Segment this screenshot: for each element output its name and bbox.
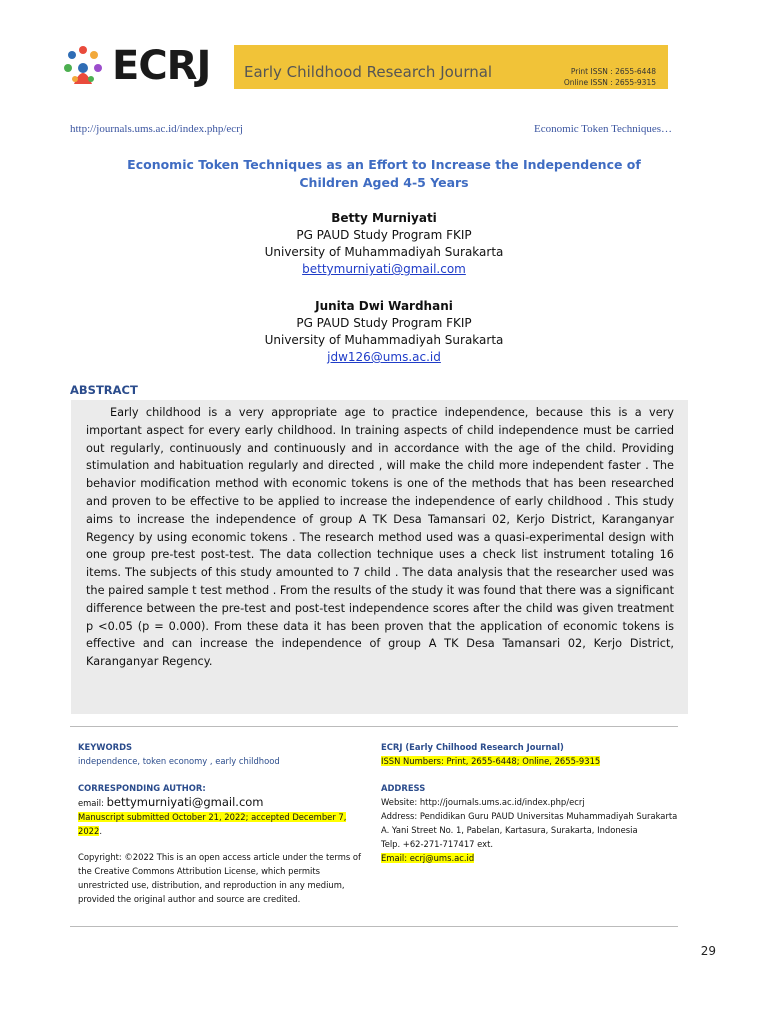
article-title [100,156,668,192]
manuscript-dates-period: . [99,826,102,836]
corresponding-email-line [78,795,370,810]
article-info-right-column [381,740,681,865]
journal-email[interactable]: Email: ecrj@ums.ac.id [381,853,475,863]
running-head-title: Economic Token Techniques… [534,123,672,135]
journal-logo-icon [60,44,106,90]
author-email-link[interactable]: jdw126@ums.ac.id [327,350,441,364]
abstract-heading: ABSTRACT [70,383,138,397]
issn-numbers: ISSN Numbers: Print, 2655-6448; Online, 2655-9315 [381,756,601,766]
corresponding-email[interactable]: bettymurniyati@gmail.com [106,795,264,809]
article-info-left-column [78,740,370,906]
journal-info-heading: ECRJ (Early Chilhood Research Journal) [381,742,564,752]
author-program: PG PAUD Study Program FKIP [296,316,472,330]
issn-block [564,66,656,88]
journal-telephone: Telp. +62-271-717417 ext. [381,839,494,849]
journal-address-line-2: A. Yani Street No. 1, Pabelan, Kartasura, Surakarta, Indonesia [381,825,638,835]
address-heading: ADDRESS [381,783,426,793]
author-name: Junita Dwi Wardhani [315,299,453,313]
manuscript-dates [78,810,370,838]
journal-logo-text: ECRJ [112,43,211,89]
page-number: 29 [700,944,716,958]
manuscript-dates-text: Manuscript submitted October 21, 2022; accepted December 7, 2022 [78,812,347,836]
online-issn: Online ISSN : 2655-9315 [563,78,656,87]
abstract-text: Early childhood is a very appropriate age to practice independence, because this is a very important aspect for every early childhood. In training aspects of child independence must be carried out regularly, continuously and continuously and in accordance with the age of the child. Providing stimulation and habituation regularly and directed , will make the child more independent faster . The behavior modification method with economic tokens is one of the methods that has been researched and proven to be effective to be applied to increase the independence of early childhood . This study aims to increase the independence of group A TK Desa Tamansari 02, Kerjo District, Karanganyar Regency by using economic tokens . The research method used was a quasi-experimental design with one group pre-test post-test. The data collection technique uses a check list instrument totaling 16 items. The subjects of this study amounted to 7 child . The data analysis that the researcher used was the paired sample t test method . From the results of the study it was found that there was a significant difference between the pre-test and post-test independence scores after the child was given treatment p <0.05 (p = 0.000). From these data it has been proven that the application of economic tokens is effective and can increase the independence of group A TK Desa Tamansari 02, Kerjo District, Karanganyar Regency. [86,406,674,669]
keywords-heading: KEYWORDS [78,742,133,752]
author-program: PG PAUD Study Program FKIP [296,228,472,242]
author-university: University of Muhammadiyah Surakarta [264,333,504,347]
divider-bottom [70,926,678,927]
running-head-url[interactable]: http://journals.ums.ac.id/index.php/ecrj [70,123,243,135]
copyright-notice: Copyright: ©2022 This is an open access article under the terms of the Creative Commons Attribution License, which permits unrestricted use, distribution, and reproduction in any medium, provided the original author and source are credited. [78,852,361,904]
article-title-line-1: Economic Token Techniques as an Effort to Increase the Independence of [127,157,641,172]
author-university: University of Muhammadiyah Surakarta [264,245,504,259]
journal-website[interactable]: Website: http://journals.ums.ac.id/index.php/ecrj [381,797,585,807]
journal-banner [234,45,668,89]
author-block-1 [160,210,608,278]
corresponding-author-heading: CORRESPONDING AUTHOR: [78,783,206,793]
author-name: Betty Murniyati [331,211,437,225]
journal-banner-title: Early Childhood Research Journal [244,63,493,81]
email-label: email: [78,798,104,808]
author-email-link[interactable]: bettymurniyati@gmail.com [302,262,466,276]
author-block-2 [160,298,608,366]
print-issn: Print ISSN : 2655-6448 [570,67,656,76]
keywords-list: independence, token economy , early childhood [78,756,280,766]
divider-top [70,726,678,727]
journal-address-line-1: Address: Pendidikan Guru PAUD Universitas Muhammadiyah Surakarta [381,811,678,821]
article-title-line-2: Children Aged 4-5 Years [299,175,469,190]
